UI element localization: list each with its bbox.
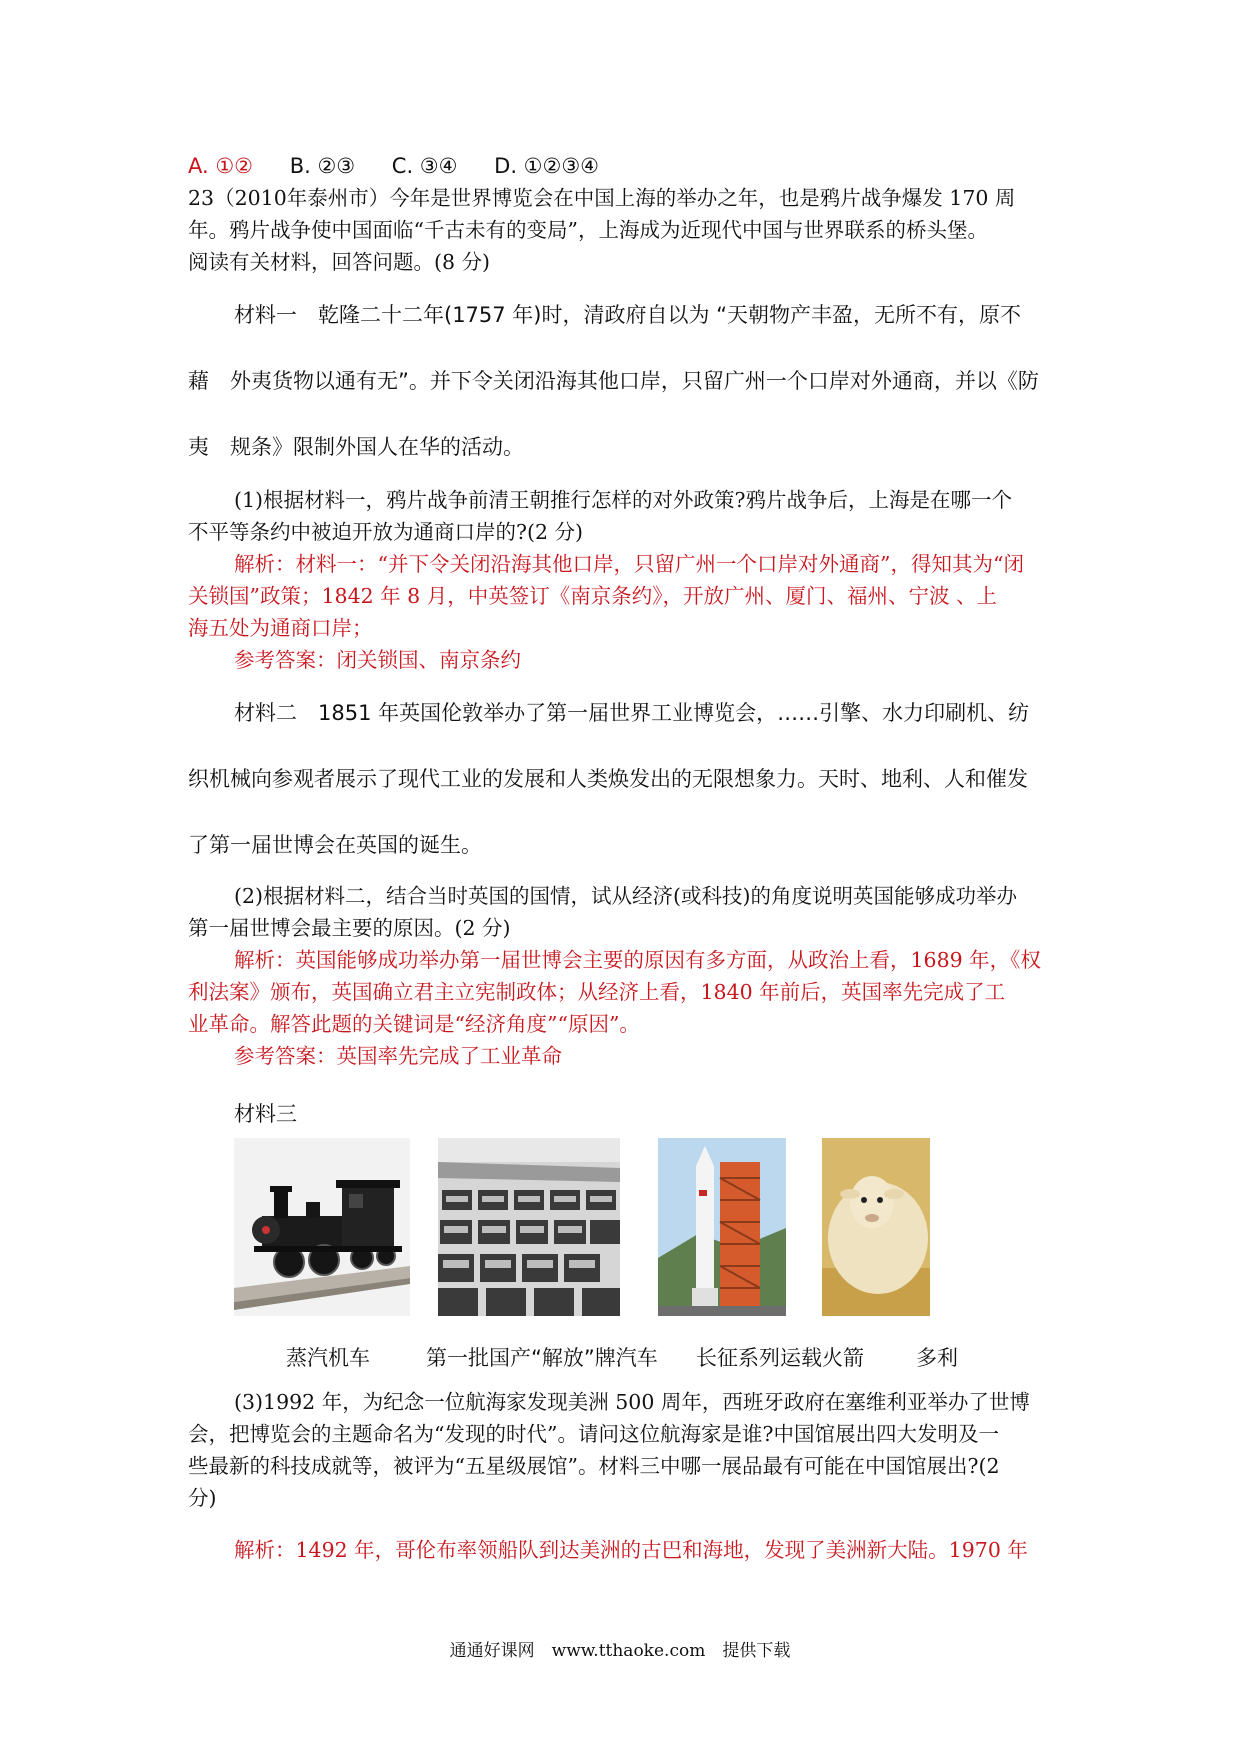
- long-march-rocket-photo: [658, 1138, 786, 1316]
- analysis-line: 解析：英国能够成功举办第一届世博会主要的原因有多方面，从政治上看，1689 年，《权: [234, 948, 1041, 972]
- answer-options: [188, 150, 1058, 182]
- question-2: [188, 880, 1058, 1072]
- dolly-sheep-photo: [822, 1138, 930, 1316]
- q3-analysis: 解析：1492 年，哥伦布率领船队到达美洲的古巴和海地，发现了美洲新大陆。1970 年: [234, 1538, 1028, 1562]
- material-line: 织机械向参观者展示了现代工业的发展和人类焕发出的无限想象力。天时、地利、人和催发: [188, 767, 1028, 791]
- analysis-line: 海五处为通商口岸；: [188, 616, 373, 640]
- caption-rocket: 长征系列运载火箭: [696, 1346, 864, 1370]
- question-line: (1)根据材料一，鸦片战争前清王朝推行怎样的对外政策?鸦片战争后，上海是在哪一个: [234, 488, 1013, 512]
- analysis-line: 业革命。解答此题的关键词是“经济角度”“原因”。: [188, 1012, 640, 1036]
- material-one: [188, 282, 1058, 480]
- question-line: 不平等条约中被迫开放为通商口岸的?(2 分): [188, 520, 584, 544]
- question-line: 分): [188, 1486, 217, 1510]
- caption-steam-locomotive: 蒸汽机车: [286, 1346, 370, 1370]
- material-three-title: 材料三: [234, 1102, 297, 1126]
- analysis-line: 解析：材料一：“并下令关闭沿海其他口岸，只留广州一个口岸对外通商”，得知其为“闭: [234, 552, 1024, 576]
- question-line: 些最新的科技成就等，被评为“五星级展馆”。材料三中哪一展品最有可能在中国馆展出?(2: [188, 1454, 1000, 1478]
- caption-jiefang-truck: 第一批国产“解放”牌汽车: [426, 1346, 658, 1370]
- material-line: 材料二 1851 年英国伦敦举办了第一届世界工业博览会，……引擎、水力印刷机、纺: [234, 701, 1030, 725]
- caption-dolly: 多利: [916, 1346, 958, 1370]
- material-line: 了第一届世博会在英国的诞生。: [188, 833, 482, 857]
- option-d: D. ①②③④: [494, 154, 599, 178]
- reference-answer: 参考答案：英国率先完成了工业革命: [234, 1044, 562, 1068]
- intro-line: 23（2010年泰州市）今年是世界博览会在中国上海的举办之年，也是鸦片战争爆发 170 周: [188, 186, 1016, 210]
- analysis-line: 利法案》颁布，英国确立君主立宪制政体；从经济上看，1840 年前后，英国率先完成了工: [188, 980, 1006, 1004]
- question-23-intro: [188, 182, 1058, 278]
- question-line: (3)1992 年，为纪念一位航海家发现美洲 500 周年，西班牙政府在塞维利亚举办了世博: [234, 1390, 1030, 1414]
- question-line: 第一届世博会最主要的原因。(2 分): [188, 916, 511, 940]
- worksheet-page: [188, 150, 1058, 1566]
- question-line: (2)根据材料二，结合当时英国的国情，试从经济(或科技)的角度说明英国能够成功举办: [234, 884, 1018, 908]
- option-a: A. ①②: [188, 154, 253, 178]
- question-1: [188, 484, 1058, 676]
- reference-answer: 参考答案：闭关锁国、南京条约: [234, 648, 521, 672]
- material-line: 材料一 乾隆二十二年(1757 年)时，清政府自以为 “天朝物产丰盈，无所不有，原不: [234, 303, 1022, 327]
- option-c: C. ③④: [391, 154, 458, 178]
- material-three-pictures: [188, 1138, 1058, 1316]
- question-line: 会，把博览会的主题命名为“发现的时代”。请问这位航海家是谁?中国馆展出四大发明及一: [188, 1422, 999, 1446]
- option-b: B. ②③: [289, 154, 356, 178]
- analysis-line: 关锁国”政策；1842 年 8 月，中英签订《南京条约》，开放广州、厦门、福州、宁波 、上: [188, 584, 998, 608]
- material-three-captions: [188, 1342, 1058, 1372]
- steam-locomotive-photo: [234, 1138, 410, 1316]
- page-footer: 通通好课网 www.tthaoke.com 提供下载: [449, 1641, 791, 1661]
- jiefang-trucks-photo: [438, 1138, 620, 1316]
- material-two: [188, 680, 1058, 878]
- question-3: [188, 1386, 1058, 1514]
- material-line: 夷 规条》限制外国人在华的活动。: [188, 435, 524, 459]
- intro-line: 阅读有关材料，回答问题。(8 分): [188, 250, 491, 274]
- intro-line: 年。鸦片战争使中国面临“千古未有的变局”，上海成为近现代中国与世界联系的桥头堡。: [188, 218, 988, 242]
- material-line: 藉 外夷货物以通有无”。并下令关闭沿海其他口岸，只留广州一个口岸对外通商，并以《防: [188, 369, 1039, 393]
